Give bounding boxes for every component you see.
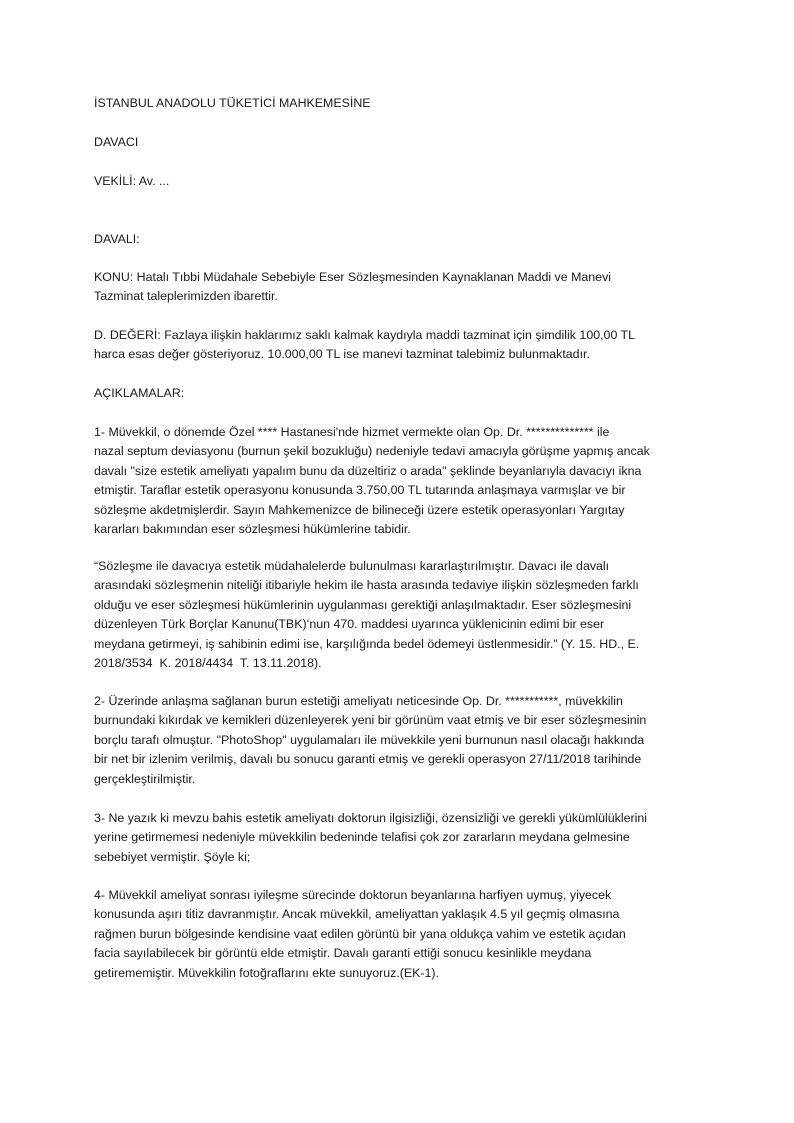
paragraph-4: 4- Müvekkil ameliyat sonrası iyileşme sürecinde doktorun beyanlarına harfiyen uymuş, yiyecek konusunda aşırı titiz davranmıştır. Ancak müvekkil, ameliyattan yaklaşık 4.5 yıl geçmiş olmasına rağmen burun bölgesinde kendisine vaat edilen görüntü bir yana oldukça vahim ve estetik açıdan facia sayılabilecek bir görüntü elde etmiştir. Davalı garanti ettiği sonucu kesinlikle meydana getirememiştir. Müvekkilin fotoğraflarını ekte sunuyoruz.(EK-1). (94, 888, 626, 980)
attorney-label: VEKİLİ: Av. ... (94, 174, 170, 188)
paragraph-2: 2- Üzerinde anlaşma sağlanan burun estetiği ameliyatı neticesinde Op. Dr. ***********, müvekkilin burnundaki kıkırdak ve kemikleri düzenleyerek yeni bir görünüm vaat etmiş ve bir eser sözleşmesinin borçlu tarafı olmuştur. "PhotoShop" uygulamaları ile müvekkile yeni burnunun nasıl olacağı hakkında bir net bir izlenim verilmiş, davalı bu sonucu garanti etmiş ve gerekli operasyon 27/11/2018 tarihinde gerçekleştirilmiştir. (94, 694, 647, 786)
defendant-label: DAVALI: (94, 232, 140, 246)
subject-paragraph: KONU: Hatalı Tıbbi Müdahale Sebebiyle Eser Sözleşmesinden Kaynaklanan Maddi ve Manevi Tazminat taleplerimizden ibarettir. (94, 270, 612, 304)
court-decision-quote: “Sözleşme ile davacıya estetik müdahalelerde bulunulması kararlaştırılmıştır. Davacı ile davalı arasındaki sözleşmenin niteliği itibariyle hekim ile hasta arasında tedaviye ilişkin sözleşmeden farklı olduğu ve eser sözleşmesi hükümlerinin uygulanması gerektiği anlaşılmaktadır. Eser sözleşmesini düzenleyen Türk Borçlar Kanunu(TBK)‘nun 470. maddesi uyarınca yüklenicinin edimi bir eser meydana getirmeyi, iş sahibinin edimi ise, karşılığında bedel ödemeyi üstlenmesidir.” (Y. 15. HD., E. 2018/3534 K. 2018/4434 T. 13.11.2018). (94, 559, 640, 671)
paragraph-3: 3- Ne yazık ki mevzu bahis estetik ameliyatı doktorun ilgisizliği, özensizliği ve gerekli yükümlülüklerini yerine getirmemesi nedeniyle müvekkilin bedeninde telafisi çok zor zararların meydana gelmesine sebebiyet vermiştir. Şöyle ki; (94, 811, 647, 864)
court-heading: İSTANBUL ANADOLU TÜKETİCİ MAHKEMESİNE (94, 96, 371, 110)
claim-value-paragraph: D. DEĞERİ: Fazlaya ilişkin haklarımız saklı kalmak kaydıyla maddi tazminat için şimdilik 100,00 TL harca esas değer gösteriyoruz. 10.000,00 TL ise manevi tazminat talebimiz bulunmaktadır. (94, 328, 636, 362)
explanations-heading: AÇIKLAMALAR: (94, 386, 185, 400)
plaintiff-label: DAVACI (94, 135, 139, 149)
paragraph-1: 1- Müvekkil, o dönemde Özel **** Hastanesi'nde hizmet vermekte olan Op. Dr. ************** ile nazal septum deviasyonu (burnun şekil bozukluğu) nedeniyle tedavi amacıyla görüşme yapmış ancak davalı "size estetik ameliyatı yapalım bunu da düzeltiriz o arada" şeklinde beyanlarıyla davacıyı ikna etmiştir. Taraflar estetik operasyonu konusunda 3.750,00 TL tutarında anlaşmaya varmışlar ve bir sözleşme akdetmişlerdir. Sayın Mahkemenizce de bilineceği üzere estetik operasyonları Yargıtay kararları bakımından eser sözleşmesi hükümlerine tabidir. (94, 425, 650, 537)
